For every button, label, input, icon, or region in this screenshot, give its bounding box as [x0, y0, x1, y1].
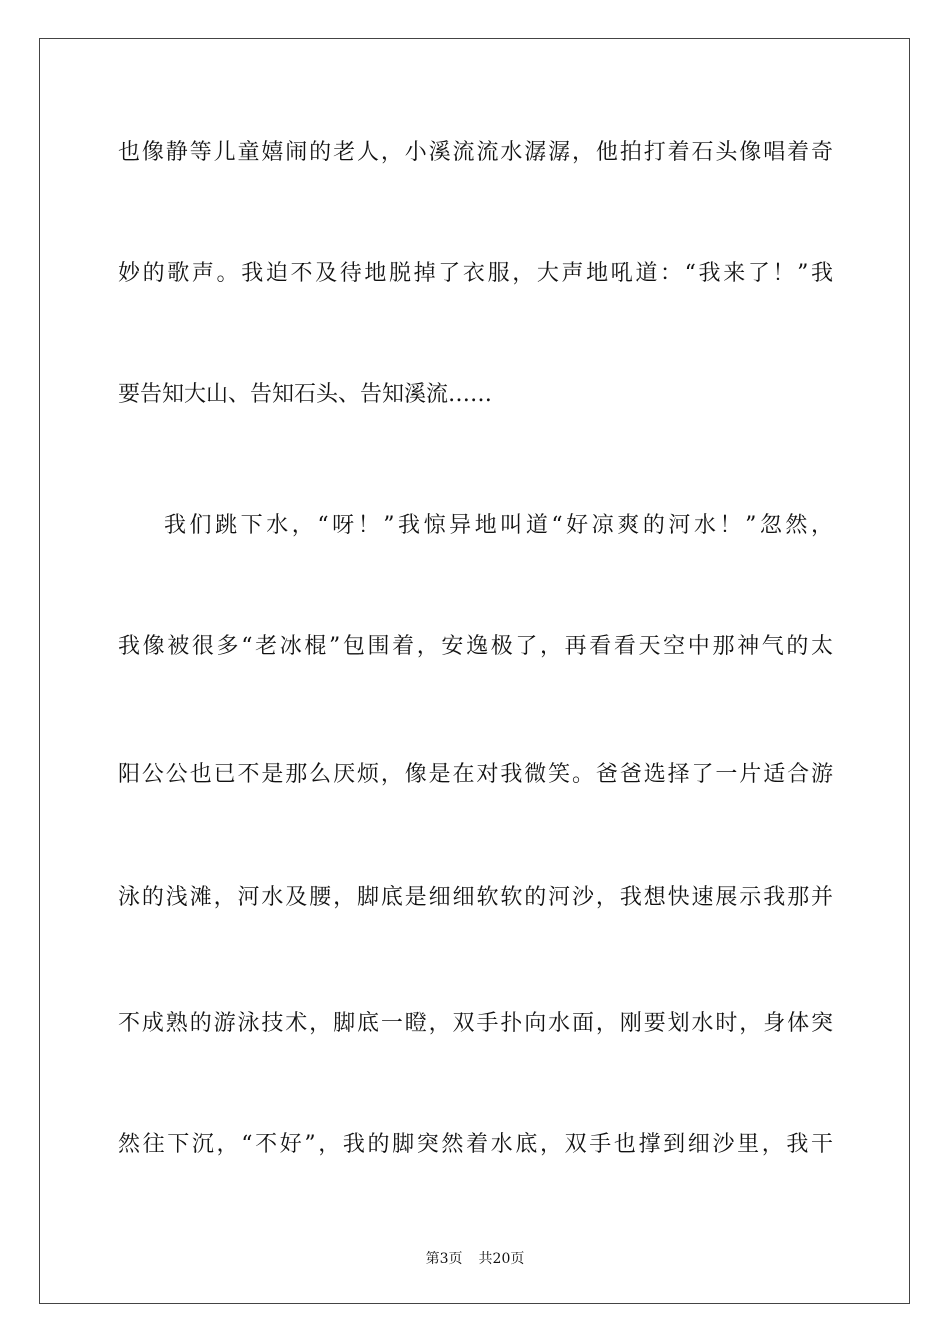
page-total: 共20页	[478, 1251, 525, 1267]
paragraph-line-8: 不成熟的游泳技术，脚底一瞪，双手扑向水面，刚要划水时，身体突	[118, 1011, 833, 1036]
page-number: 第3页	[425, 1251, 463, 1267]
page-border	[39, 38, 910, 1304]
paragraph-line-5: 我像被很多“老冰棍”包围着，安逸极了，再看看天空中那神气的太	[118, 634, 833, 659]
paragraph-line-3: 要告知大山、告知石头、告知溪流……	[118, 382, 493, 407]
paragraph-line-4: 我们跳下水，“呀！”我惊异地叫道“好凉爽的河水！”忽然，	[164, 513, 833, 538]
paragraph-line-6: 阳公公也已不是那么厌烦，像是在对我微笑。爸爸选择了一片适合游	[118, 762, 833, 787]
page-footer	[0, 1250, 950, 1268]
paragraph-line-1: 也像静等儿童嬉闹的老人，小溪流流水潺潺，他拍打着石头像唱着奇	[118, 140, 833, 165]
paragraph-line-2: 妙的歌声。我迫不及待地脱掉了衣服，大声地吼道：“我来了！”我	[118, 261, 833, 286]
paragraph-line-9: 然往下沉，“不好”，我的脚突然着水底，双手也撑到细沙里，我干	[118, 1132, 833, 1157]
paragraph-line-7: 泳的浅滩，河水及腰，脚底是细细软软的河沙，我想快速展示我那并	[118, 885, 833, 910]
